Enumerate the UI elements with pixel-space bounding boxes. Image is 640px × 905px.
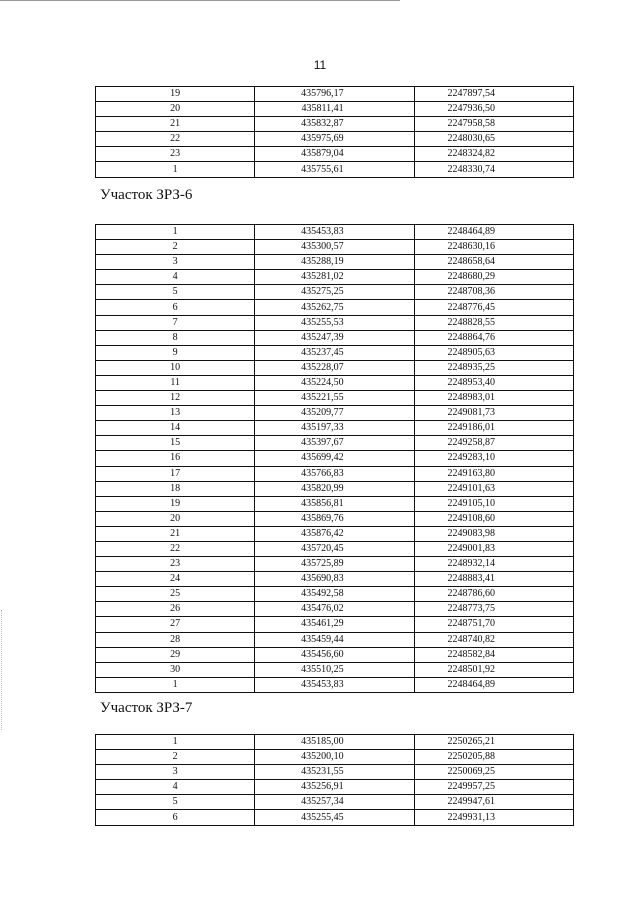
table-row <box>96 255 574 270</box>
y-coordinate-cell: 2248776,45 <box>414 300 573 315</box>
x-coordinate-cell: 435247,39 <box>255 330 414 345</box>
coordinates-table-zrz-7 <box>95 734 574 826</box>
scan-margin-marks <box>1 610 3 730</box>
x-coordinate-cell: 435262,75 <box>255 300 414 315</box>
y-coordinate-cell: 2247936,50 <box>414 102 573 117</box>
x-coordinate-cell: 435288,19 <box>255 255 414 270</box>
table-row <box>96 345 574 360</box>
point-number-cell: 20 <box>96 102 255 117</box>
x-coordinate-cell: 435281,02 <box>255 270 414 285</box>
x-coordinate-cell: 435221,55 <box>255 391 414 406</box>
point-number-cell: 1 <box>96 225 255 240</box>
table-row <box>96 810 574 825</box>
y-coordinate-cell: 2248324,82 <box>414 147 573 162</box>
y-coordinate-cell: 2249105,10 <box>414 496 573 511</box>
point-number-cell: 17 <box>96 466 255 481</box>
table-row <box>96 496 574 511</box>
table-row <box>96 285 574 300</box>
x-coordinate-cell: 435856,81 <box>255 496 414 511</box>
top-scan-rule <box>0 0 400 1</box>
x-coordinate-cell: 435397,67 <box>255 436 414 451</box>
y-coordinate-cell: 2248464,89 <box>414 225 573 240</box>
x-coordinate-cell: 435300,57 <box>255 240 414 255</box>
y-coordinate-cell: 2249101,63 <box>414 481 573 496</box>
table-row <box>96 541 574 556</box>
point-number-cell: 4 <box>96 780 255 795</box>
x-coordinate-cell: 435237,45 <box>255 345 414 360</box>
table-row <box>96 162 574 177</box>
table-row <box>96 132 574 147</box>
point-number-cell: 3 <box>96 765 255 780</box>
y-coordinate-cell: 2249957,25 <box>414 780 573 795</box>
table-row <box>96 240 574 255</box>
y-coordinate-cell: 2250069,25 <box>414 765 573 780</box>
table-row <box>96 557 574 572</box>
y-coordinate-cell: 2248030,65 <box>414 132 573 147</box>
table-row <box>96 765 574 780</box>
point-number-cell: 27 <box>96 617 255 632</box>
y-coordinate-cell: 2248953,40 <box>414 375 573 390</box>
x-coordinate-cell: 435256,91 <box>255 780 414 795</box>
table-row <box>96 602 574 617</box>
point-number-cell: 23 <box>96 557 255 572</box>
table-row <box>96 617 574 632</box>
point-number-cell: 7 <box>96 315 255 330</box>
x-coordinate-cell: 435453,83 <box>255 225 414 240</box>
y-coordinate-cell: 2248786,60 <box>414 587 573 602</box>
y-coordinate-cell: 2248680,29 <box>414 270 573 285</box>
table-row <box>96 300 574 315</box>
y-coordinate-cell: 2249108,60 <box>414 511 573 526</box>
point-number-cell: 14 <box>96 421 255 436</box>
x-coordinate-cell: 435255,53 <box>255 315 414 330</box>
x-coordinate-cell: 435459,44 <box>255 632 414 647</box>
x-coordinate-cell: 435690,83 <box>255 572 414 587</box>
x-coordinate-cell: 435510,25 <box>255 662 414 677</box>
y-coordinate-cell: 2248773,75 <box>414 602 573 617</box>
y-coordinate-cell: 2248828,55 <box>414 315 573 330</box>
point-number-cell: 23 <box>96 147 255 162</box>
point-number-cell: 12 <box>96 391 255 406</box>
y-coordinate-cell: 2248751,70 <box>414 617 573 632</box>
point-number-cell: 16 <box>96 451 255 466</box>
point-number-cell: 1 <box>96 735 255 750</box>
y-coordinate-cell: 2249083,98 <box>414 526 573 541</box>
x-coordinate-cell: 435879,04 <box>255 147 414 162</box>
point-number-cell: 11 <box>96 375 255 390</box>
point-number-cell: 21 <box>96 526 255 541</box>
point-number-cell: 24 <box>96 572 255 587</box>
point-number-cell: 21 <box>96 117 255 132</box>
table-row <box>96 270 574 285</box>
x-coordinate-cell: 435257,34 <box>255 795 414 810</box>
table-row <box>96 481 574 496</box>
section-heading-zrz-6: Участок ЗРЗ-6 <box>100 187 193 203</box>
coordinates-table <box>95 86 574 178</box>
x-coordinate-cell: 435456,60 <box>255 647 414 662</box>
point-number-cell: 25 <box>96 587 255 602</box>
y-coordinate-cell: 2249283,10 <box>414 451 573 466</box>
point-number-cell: 6 <box>96 300 255 315</box>
x-coordinate-cell: 435224,50 <box>255 375 414 390</box>
x-coordinate-cell: 435725,89 <box>255 557 414 572</box>
point-number-cell: 18 <box>96 481 255 496</box>
y-coordinate-cell: 2248740,82 <box>414 632 573 647</box>
table-row <box>96 147 574 162</box>
y-coordinate-cell: 2248501,92 <box>414 662 573 677</box>
x-coordinate-cell: 435811,41 <box>255 102 414 117</box>
x-coordinate-cell: 435461,29 <box>255 617 414 632</box>
point-number-cell: 28 <box>96 632 255 647</box>
table-row <box>96 750 574 765</box>
table-row <box>96 662 574 677</box>
x-coordinate-cell: 435766,83 <box>255 466 414 481</box>
table-row <box>96 632 574 647</box>
x-coordinate-cell: 435699,42 <box>255 451 414 466</box>
x-coordinate-cell: 435820,99 <box>255 481 414 496</box>
y-coordinate-cell: 2248932,14 <box>414 557 573 572</box>
point-number-cell: 2 <box>96 240 255 255</box>
y-coordinate-cell: 2248464,89 <box>414 677 573 692</box>
x-coordinate-cell: 435209,77 <box>255 406 414 421</box>
point-number-cell: 20 <box>96 511 255 526</box>
table-row <box>96 391 574 406</box>
point-number-cell: 1 <box>96 677 255 692</box>
point-number-cell: 22 <box>96 132 255 147</box>
y-coordinate-cell: 2250265,21 <box>414 735 573 750</box>
y-coordinate-cell: 2249947,61 <box>414 795 573 810</box>
y-coordinate-cell: 2247958,58 <box>414 117 573 132</box>
y-coordinate-cell: 2248935,25 <box>414 360 573 375</box>
table-row <box>96 451 574 466</box>
point-number-cell: 6 <box>96 810 255 825</box>
x-coordinate-cell: 435476,02 <box>255 602 414 617</box>
point-number-cell: 9 <box>96 345 255 360</box>
page-number: 11 <box>313 58 327 72</box>
x-coordinate-cell: 435200,10 <box>255 750 414 765</box>
x-coordinate-cell: 435228,07 <box>255 360 414 375</box>
table-row <box>96 117 574 132</box>
point-number-cell: 3 <box>96 255 255 270</box>
y-coordinate-cell: 2248864,76 <box>414 330 573 345</box>
y-coordinate-cell: 2249186,01 <box>414 421 573 436</box>
table-row <box>96 647 574 662</box>
x-coordinate-cell: 435255,45 <box>255 810 414 825</box>
x-coordinate-cell: 435869,76 <box>255 511 414 526</box>
y-coordinate-cell: 2248582,84 <box>414 647 573 662</box>
y-coordinate-cell: 2248883,41 <box>414 572 573 587</box>
table-row <box>96 421 574 436</box>
point-number-cell: 1 <box>96 162 255 177</box>
coordinates-table-zrz-6 <box>95 224 574 693</box>
point-number-cell: 19 <box>96 496 255 511</box>
table-row <box>96 795 574 810</box>
point-number-cell: 19 <box>96 87 255 102</box>
table-row <box>96 466 574 481</box>
point-number-cell: 29 <box>96 647 255 662</box>
y-coordinate-cell: 2248658,64 <box>414 255 573 270</box>
y-coordinate-cell: 2248708,36 <box>414 285 573 300</box>
y-coordinate-cell: 2248983,01 <box>414 391 573 406</box>
x-coordinate-cell: 435231,55 <box>255 765 414 780</box>
point-number-cell: 2 <box>96 750 255 765</box>
table-row <box>96 735 574 750</box>
table-row <box>96 526 574 541</box>
x-coordinate-cell: 435832,87 <box>255 117 414 132</box>
y-coordinate-cell: 2249001,83 <box>414 541 573 556</box>
point-number-cell: 15 <box>96 436 255 451</box>
point-number-cell: 13 <box>96 406 255 421</box>
x-coordinate-cell: 435796,17 <box>255 87 414 102</box>
point-number-cell: 10 <box>96 360 255 375</box>
x-coordinate-cell: 435755,61 <box>255 162 414 177</box>
point-number-cell: 4 <box>96 270 255 285</box>
point-number-cell: 5 <box>96 795 255 810</box>
x-coordinate-cell: 435975,69 <box>255 132 414 147</box>
x-coordinate-cell: 435275,25 <box>255 285 414 300</box>
point-number-cell: 5 <box>96 285 255 300</box>
y-coordinate-cell: 2249081,73 <box>414 406 573 421</box>
x-coordinate-cell: 435453,83 <box>255 677 414 692</box>
y-coordinate-cell: 2250205,88 <box>414 750 573 765</box>
table-row <box>96 102 574 117</box>
y-coordinate-cell: 2249163,80 <box>414 466 573 481</box>
table-row <box>96 315 574 330</box>
point-number-cell: 30 <box>96 662 255 677</box>
x-coordinate-cell: 435720,45 <box>255 541 414 556</box>
y-coordinate-cell: 2248905,63 <box>414 345 573 360</box>
point-number-cell: 8 <box>96 330 255 345</box>
table-row <box>96 587 574 602</box>
table-row <box>96 375 574 390</box>
y-coordinate-cell: 2249258,87 <box>414 436 573 451</box>
x-coordinate-cell: 435197,33 <box>255 421 414 436</box>
x-coordinate-cell: 435492,58 <box>255 587 414 602</box>
table-row <box>96 572 574 587</box>
section-heading-zrz-7: Участок ЗРЗ-7 <box>100 700 193 716</box>
table-row <box>96 511 574 526</box>
point-number-cell: 26 <box>96 602 255 617</box>
y-coordinate-cell: 2249931,13 <box>414 810 573 825</box>
table-row <box>96 406 574 421</box>
table-row <box>96 225 574 240</box>
y-coordinate-cell: 2248330,74 <box>414 162 573 177</box>
table-row <box>96 780 574 795</box>
x-coordinate-cell: 435185,00 <box>255 735 414 750</box>
point-number-cell: 22 <box>96 541 255 556</box>
table-row <box>96 677 574 692</box>
y-coordinate-cell: 2247897,54 <box>414 87 573 102</box>
table-row <box>96 330 574 345</box>
table-row <box>96 360 574 375</box>
x-coordinate-cell: 435876,42 <box>255 526 414 541</box>
table-row <box>96 87 574 102</box>
table-row <box>96 436 574 451</box>
y-coordinate-cell: 2248630,16 <box>414 240 573 255</box>
